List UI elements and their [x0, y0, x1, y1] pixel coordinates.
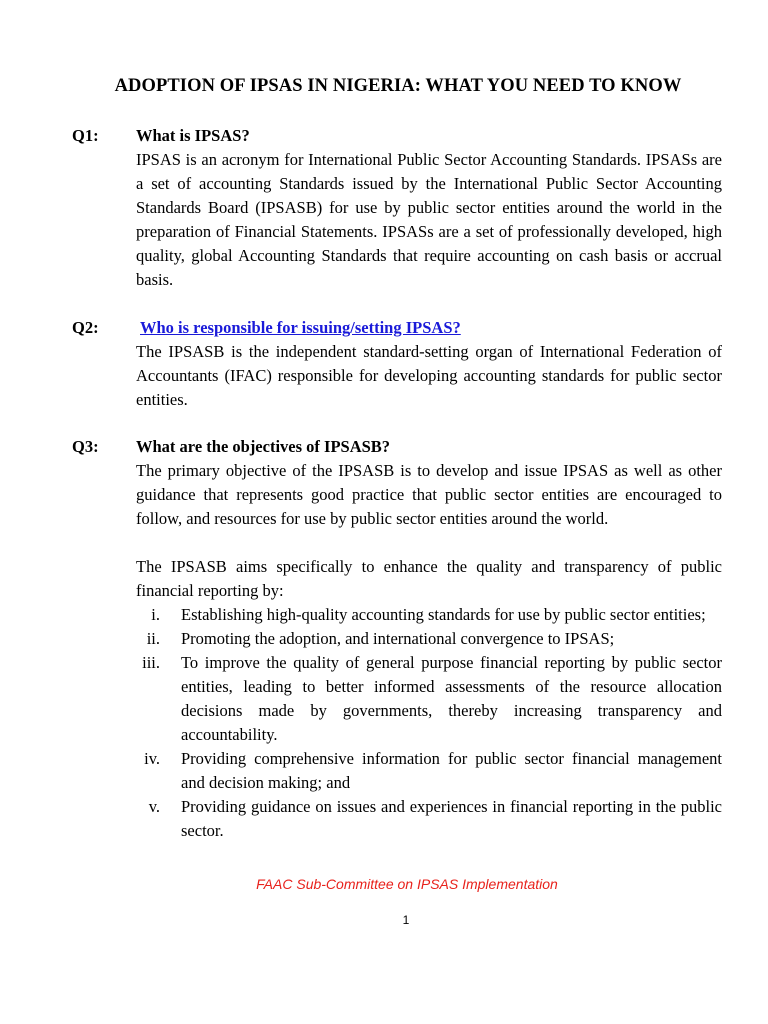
list-item-number: i.: [151, 605, 160, 624]
list-item-number: iii.: [142, 653, 160, 672]
list-item: [136, 651, 722, 747]
q3-label: Q3:: [72, 437, 99, 456]
list-item-text: Providing comprehensive information for public sector financial management and decision making; and: [181, 749, 722, 792]
list-item: [136, 795, 722, 843]
q3-heading: What are the objectives of IPSASB?: [136, 437, 391, 456]
q1-label: Q1:: [72, 126, 99, 145]
list-item: [136, 747, 722, 795]
list-item-number: ii.: [146, 629, 160, 648]
list-item-number: v.: [148, 797, 160, 816]
list-item: [136, 627, 722, 651]
document-title: ADOPTION OF IPSAS IN NIGERIA: WHAT YOU NEED TO KNOW: [114, 76, 682, 96]
footer-note: FAAC Sub-Committee on IPSAS Implementation: [256, 876, 558, 892]
q1-answer: IPSAS is an acronym for International Public Sector Accounting Standards. IPSASs are a set of accounting Standards issued by the International Public Sector Accounting Standards Board (IPSASB) for use by public sector entities around the world in the preparation of Financial Statements. IPSASs are a set of professionally developed, high quality, global Accounting Standards that require accounting on cash basis or accrual basis.: [136, 150, 722, 289]
list-item-text: Promoting the adoption, and international convergence to IPSAS;: [181, 629, 615, 648]
q1-heading: What is IPSAS?: [136, 126, 250, 145]
page-number: 1: [402, 913, 410, 927]
q3-aims-paragraph: The IPSASB aims specifically to enhance the quality and transparency of public financial reporting by:: [136, 557, 722, 600]
list-item-text: Establishing high-quality accounting standards for use by public sector entities;: [181, 605, 706, 624]
q3-objective-paragraph: The primary objective of the IPSASB is to develop and issue IPSAS as well as other guidance that represents good practice that public sector entities are encouraged to follow, and resources for use by public sector entities around the world.: [136, 461, 722, 528]
q2-label: Q2:: [72, 318, 99, 337]
list-item-number: iv.: [144, 749, 160, 768]
list-item-text: To improve the quality of general purpose financial reporting by public sector entities, leading to better informed assessments of the resource allocation decisions made by governments, thereby increasing transparency and accountability.: [181, 653, 722, 744]
list-item: [136, 603, 722, 627]
q2-answer: The IPSASB is the independent standard-setting organ of International Federation of Accountants (IFAC) responsible for developing accounting standards for public sector entities.: [136, 342, 722, 409]
q3-objectives-list: [136, 603, 722, 843]
q2-heading-link[interactable]: Who is responsible for issuing/setting IPSAS?: [140, 318, 461, 337]
list-item-text: Providing guidance on issues and experiences in financial reporting in the public sector.: [181, 797, 722, 840]
